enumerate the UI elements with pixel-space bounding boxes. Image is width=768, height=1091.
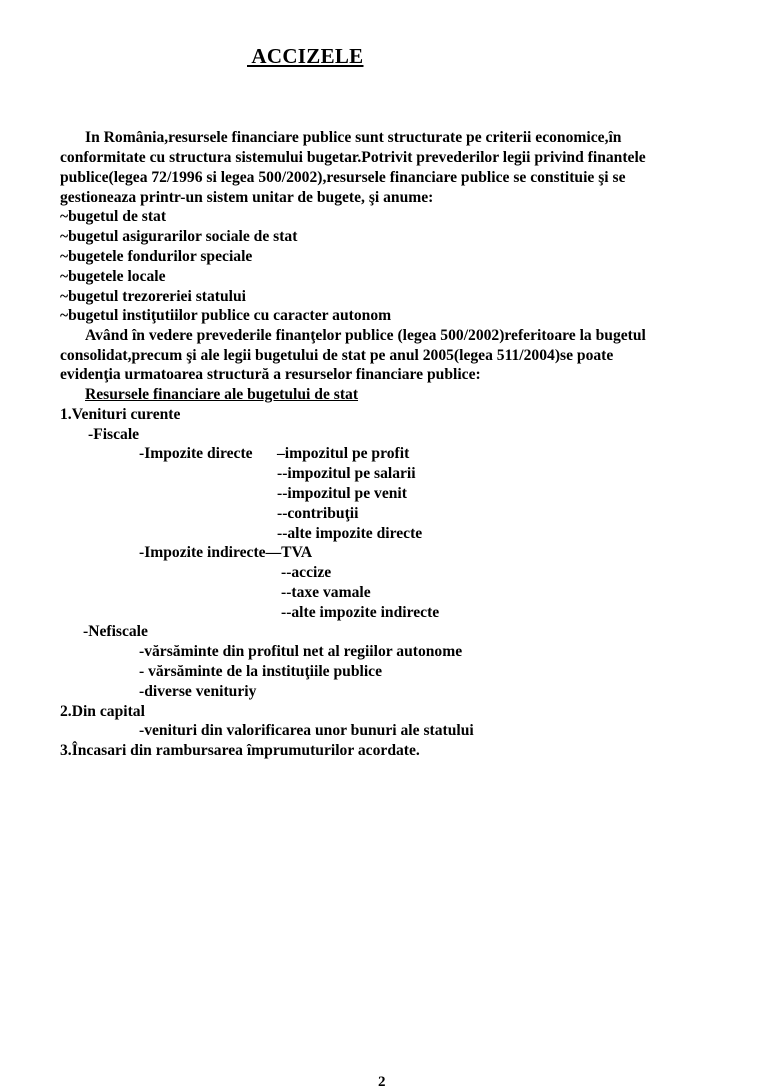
outline-item: 3.Încasari din rambursarea împrumuturilor acordate. bbox=[60, 742, 420, 759]
paragraph-line: Având în vedere prevederile finanţelor publice (legea 500/2002)referitoare la bugetul bbox=[85, 327, 646, 344]
outline-item: 1.Venituri curente bbox=[60, 406, 181, 423]
outline-item: --impozitul pe salarii bbox=[277, 465, 416, 482]
outline-item: –impozitul pe profit bbox=[277, 445, 410, 462]
outline-item: --contribuţii bbox=[277, 505, 359, 522]
outline-item: -vărsăminte din profitul net al regiilor autonome bbox=[139, 643, 463, 660]
paragraph-line: evidenţia urmatoarea structură a resurselor financiare publice: bbox=[60, 366, 481, 383]
paragraph-line: consolidat,precum şi ale legii bugetului de stat pe anul 2005(legea 511/2004)se poate bbox=[60, 347, 614, 364]
section-heading: Resursele financiare ale bugetului de stat bbox=[85, 386, 359, 403]
paragraph-line: gestioneaza printr-un sistem unitar de bugete, şi anume: bbox=[60, 189, 434, 206]
outline-item: --accize bbox=[281, 564, 332, 581]
list-item: ~bugetul trezoreriei statului bbox=[60, 288, 246, 305]
paragraph-line: conformitate cu structura sistemului bugetar.Potrivit prevederilor legii privind finantele bbox=[60, 149, 646, 166]
outline-item: -Impozite indirecte—TVA bbox=[139, 544, 313, 561]
outline-item: -Nefiscale bbox=[83, 623, 148, 640]
outline-item: -diverse venituriy bbox=[139, 683, 257, 700]
list-item: ~bugetul asigurarilor sociale de stat bbox=[60, 228, 298, 245]
outline-item: --impozitul pe venit bbox=[277, 485, 407, 502]
list-item: ~bugetul de stat bbox=[60, 208, 167, 225]
outline-item: 2.Din capital bbox=[60, 703, 145, 720]
outline-item: --alte impozite directe bbox=[277, 525, 423, 542]
page-number: 2 bbox=[378, 1074, 386, 1090]
paragraph-line: publice(legea 72/1996 si legea 500/2002),resursele financiare publice se constituie şi se bbox=[60, 169, 626, 186]
outline-item: -Impozite directe bbox=[139, 445, 253, 462]
paragraph-line: In România,resursele financiare publice sunt structurate pe criterii economice,în bbox=[85, 129, 622, 146]
outline-item: --alte impozite indirecte bbox=[281, 604, 440, 621]
outline-item: --taxe vamale bbox=[281, 584, 371, 601]
list-item: ~bugetele locale bbox=[60, 268, 166, 285]
outline-item: - vărsăminte de la instituţiile publice bbox=[139, 663, 382, 680]
outline-item: -Fiscale bbox=[88, 426, 140, 443]
list-item: ~bugetul instiţutiilor publice cu caracter autonom bbox=[60, 307, 392, 324]
document-title: ACCIZELE bbox=[247, 44, 364, 68]
list-item: ~bugetele fondurilor speciale bbox=[60, 248, 253, 265]
outline-item: -venituri din valorificarea unor bunuri ale statului bbox=[139, 722, 474, 739]
